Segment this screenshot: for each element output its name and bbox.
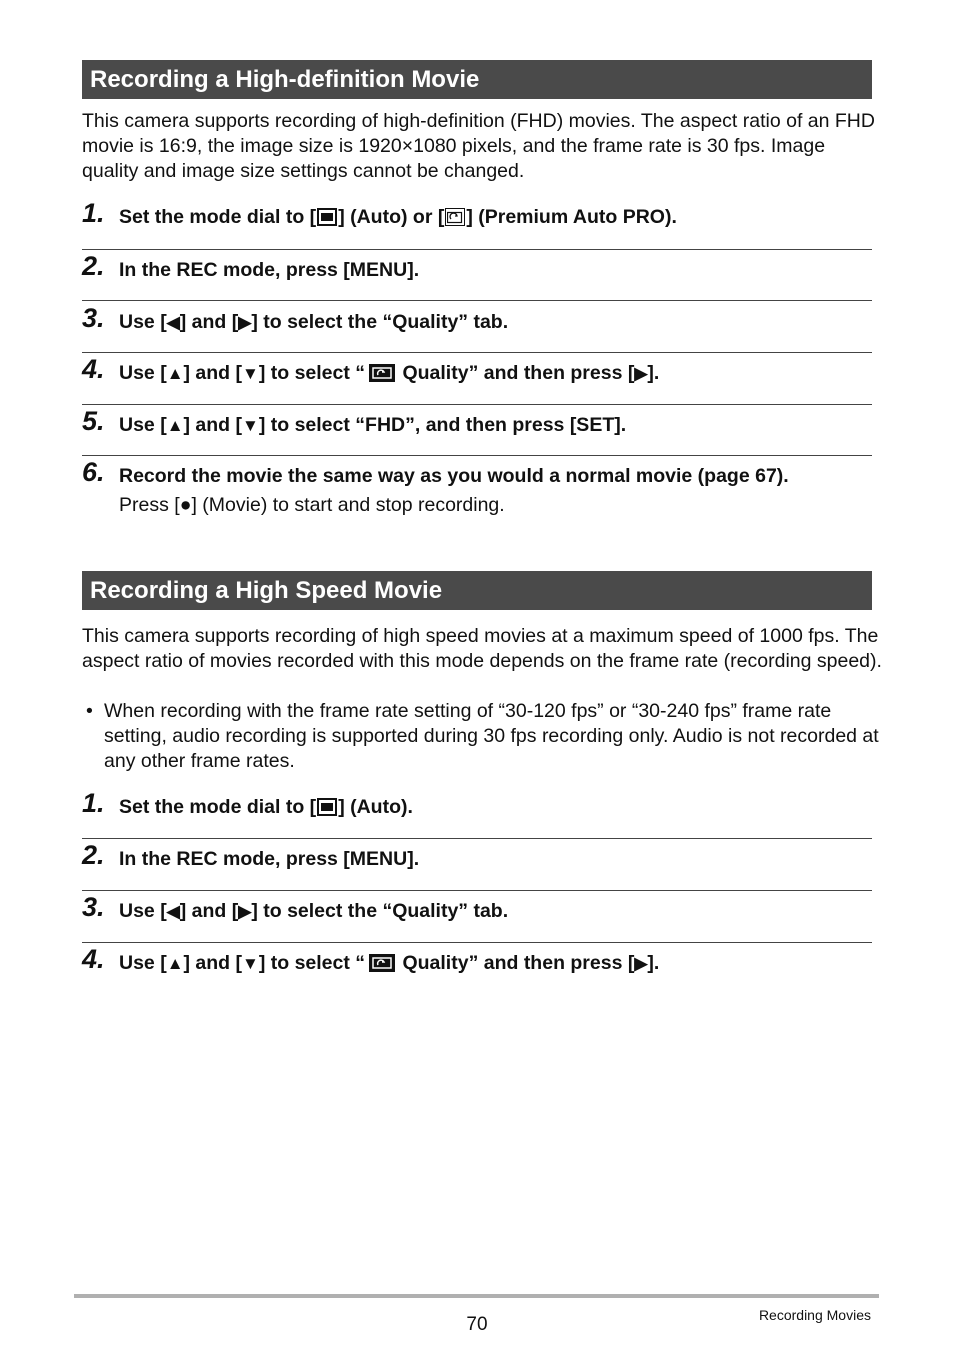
auto-mode-icon <box>317 208 337 226</box>
section-heading: Recording a High-definition Movie <box>82 60 872 99</box>
right-arrow-icon: ▶ <box>238 313 252 332</box>
step-5: 5. Use [▲] and [▼] to select “FHD”, and then press [SET]. <box>82 406 627 436</box>
right-arrow-icon: ▶ <box>634 364 648 383</box>
divider <box>82 838 872 839</box>
step-1: 1. Set the mode dial to [ ] (Auto) or [ ] (Premium Auto PRO). <box>82 198 677 228</box>
step-text: Record the movie the same way as you would a normal movie (page 67). <box>119 465 789 487</box>
step-number: 6. <box>82 457 105 487</box>
divider <box>82 249 872 250</box>
step-4: 4. Use [▲] and [▼] to select “ Quality” and then press [▶]. <box>82 944 660 974</box>
divider <box>82 942 872 943</box>
step-number: 5. <box>82 406 105 436</box>
down-arrow-icon: ▼ <box>242 954 259 973</box>
section-heading: Recording a High Speed Movie <box>82 571 872 610</box>
step-number: 1. <box>82 198 105 228</box>
step-number: 3. <box>82 303 105 333</box>
step-number: 2. <box>82 840 105 870</box>
step-3: 3. Use [◀] and [▶] to select the “Quality” tab. <box>82 892 509 922</box>
right-arrow-icon: ▶ <box>238 902 252 921</box>
up-arrow-icon: ▲ <box>166 364 184 383</box>
step-4: 4. Use [▲] and [▼] to select “ Quality” and then press [▶]. <box>82 354 660 384</box>
step-number: 1. <box>82 788 105 818</box>
up-arrow-icon: ▲ <box>166 416 184 435</box>
note-bullet <box>82 699 882 774</box>
note-text: When recording with the frame rate setting of “30-120 fps” or “30-240 fps” frame rate setting, audio recording is supported during 30 fps recording only. Audio is not recorded at any other frame rates. <box>104 700 879 772</box>
divider <box>82 352 872 353</box>
step-note: Press [●] (Movie) to start and stop recording. <box>119 494 505 516</box>
footer-divider <box>74 1294 879 1298</box>
left-arrow-icon: ◀ <box>166 313 180 332</box>
step-text: In the REC mode, press [MENU]. <box>119 259 420 281</box>
record-dot-icon: ● <box>179 494 192 516</box>
movie-quality-icon <box>369 364 395 382</box>
divider <box>82 300 872 301</box>
step-number: 3. <box>82 892 105 922</box>
step-1: 1. Set the mode dial to [ ] (Auto). <box>82 788 413 818</box>
step-6 <box>82 457 872 518</box>
step-number: 2. <box>82 251 105 281</box>
movie-quality-icon <box>369 954 395 972</box>
divider <box>82 455 872 456</box>
up-arrow-icon: ▲ <box>166 954 184 973</box>
step-2 <box>82 840 872 872</box>
premium-auto-pro-icon <box>445 208 465 226</box>
step-2 <box>82 251 872 283</box>
section-intro: This camera supports recording of high speed movies at a maximum speed of 1000 fps. The aspect ratio of movies recorded with this mode depends on the frame rate (recording speed). <box>82 625 882 672</box>
page-number: 70 <box>466 1314 488 1335</box>
divider <box>82 404 872 405</box>
divider <box>82 890 872 891</box>
bullet-mark: • <box>86 700 93 722</box>
step-number: 4. <box>82 944 105 974</box>
down-arrow-icon: ▼ <box>242 364 259 383</box>
section-intro: This camera supports recording of high-definition (FHD) movies. The aspect ratio of an FHD movie is 16:9, the image size is 1920×1080 pixels, and the frame rate is 30 fps. Image quality and image size settings cannot be changed. <box>82 110 875 182</box>
right-arrow-icon: ▶ <box>634 954 648 973</box>
left-arrow-icon: ◀ <box>166 902 180 921</box>
down-arrow-icon: ▼ <box>242 416 259 435</box>
footer-section-label: Recording Movies <box>758 1307 871 1323</box>
auto-mode-icon <box>317 798 337 816</box>
step-number: 4. <box>82 354 105 384</box>
step-text: In the REC mode, press [MENU]. <box>119 848 420 870</box>
step-3: 3. Use [◀] and [▶] to select the “Quality” tab. <box>82 303 509 333</box>
